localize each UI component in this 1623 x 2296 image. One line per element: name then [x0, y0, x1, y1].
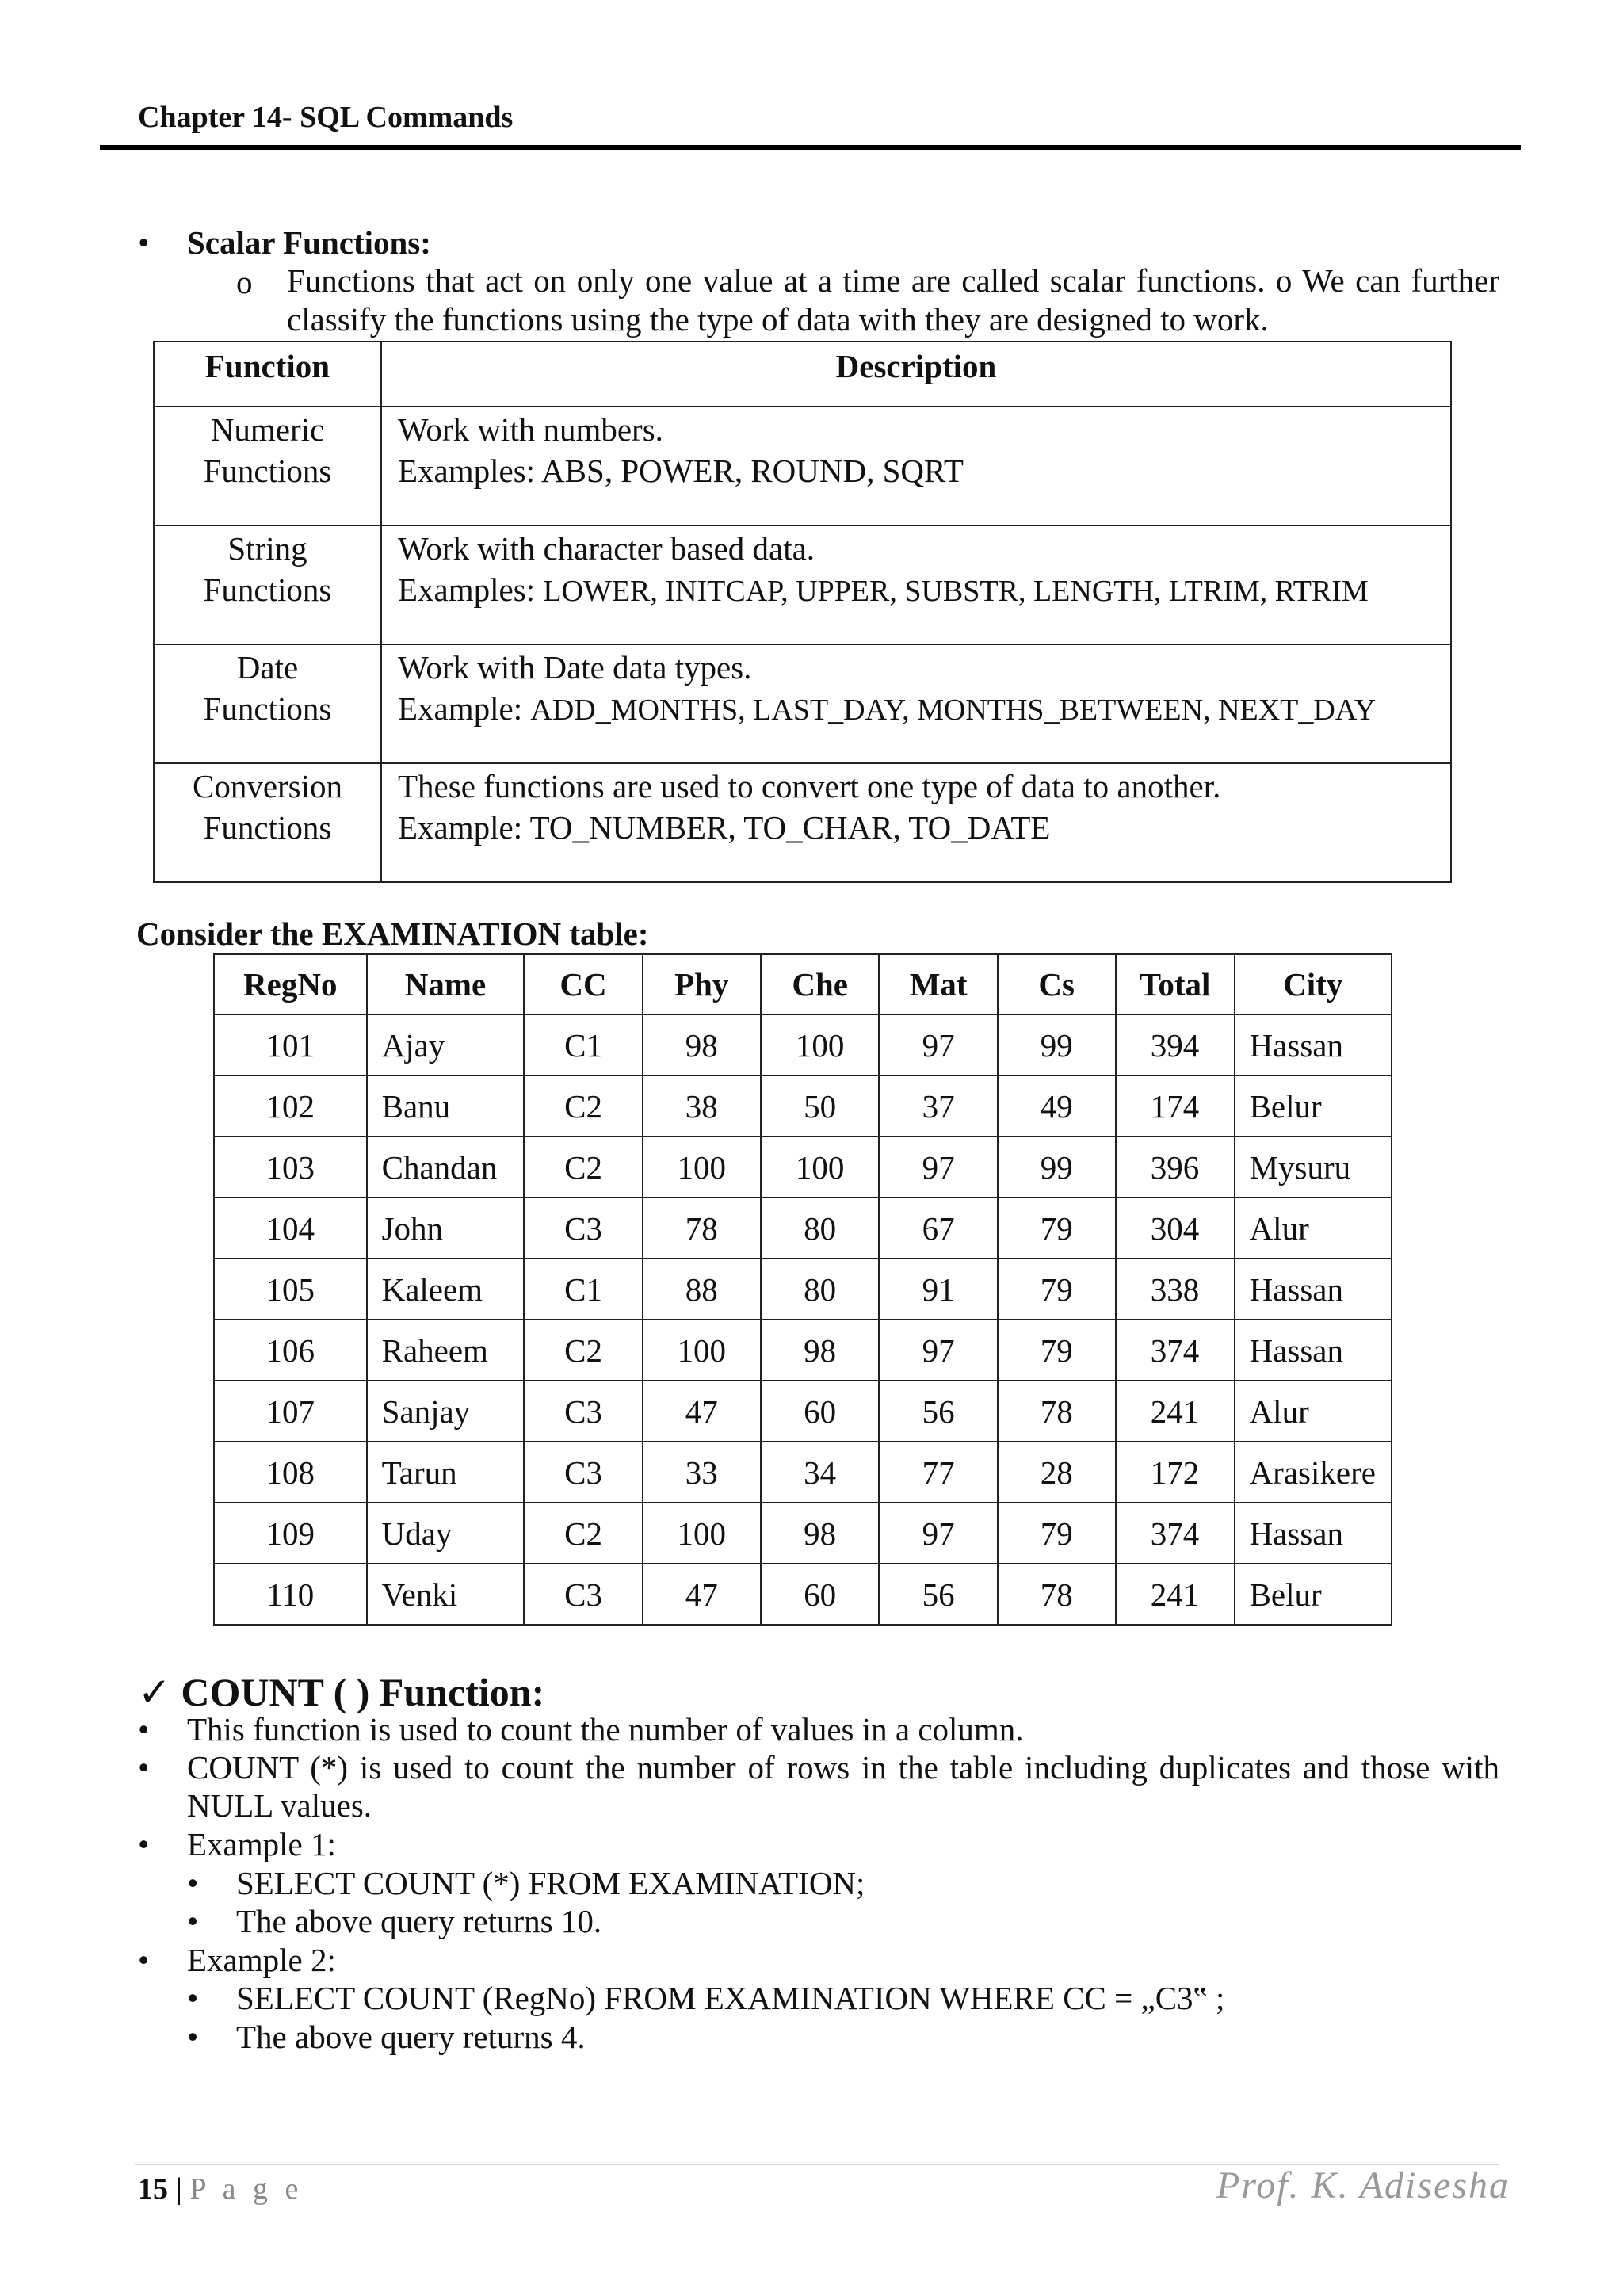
table-cell: 98	[761, 1320, 879, 1381]
table-cell: Uday	[367, 1503, 525, 1564]
example-1-result: The above query returns 10.	[236, 1903, 602, 1939]
bullet: •	[138, 224, 150, 261]
table-cell: 49	[998, 1075, 1116, 1137]
table-row	[154, 763, 1451, 882]
table-cell: Belur	[1235, 1075, 1392, 1137]
table-cell: 97	[879, 1320, 998, 1381]
table-cell: 79	[998, 1198, 1116, 1259]
table-cell: C3	[524, 1564, 642, 1625]
table-row	[214, 1442, 1392, 1503]
table-cell: 100	[643, 1320, 761, 1381]
table-cell: 47	[643, 1381, 761, 1442]
table-cell: Mysuru	[1235, 1137, 1392, 1198]
table-cell: 100	[643, 1503, 761, 1564]
table-cell: C1	[524, 1014, 642, 1075]
table-cell: 108	[214, 1442, 367, 1503]
table-cell: 374	[1116, 1320, 1235, 1381]
table-cell: Hassan	[1235, 1320, 1392, 1381]
table-header: RegNo	[214, 954, 367, 1014]
table-cell: 78	[998, 1381, 1116, 1442]
table-header: Description	[381, 342, 1451, 407]
table-cell: C2	[524, 1137, 642, 1198]
table-cell: Alur	[1235, 1381, 1392, 1442]
table-header: Total	[1116, 954, 1235, 1014]
table-cell: 100	[761, 1137, 879, 1198]
table-header: Phy	[643, 954, 761, 1014]
table-cell: 80	[761, 1198, 879, 1259]
table-row	[214, 1503, 1392, 1564]
table-header: Function	[154, 342, 381, 407]
table-cell: 97	[879, 1014, 998, 1075]
table-cell: Venki	[367, 1564, 525, 1625]
table-cell: 304	[1116, 1198, 1235, 1259]
table-cell: 101	[214, 1014, 367, 1075]
table-cell: 78	[643, 1198, 761, 1259]
table-cell: 100	[643, 1137, 761, 1198]
table-cell: Banu	[367, 1075, 525, 1137]
count-paragraph-1: This function is used to count the number of values in a column.	[187, 1711, 1024, 1748]
table-cell: 78	[998, 1564, 1116, 1625]
table-cell: 37	[879, 1075, 998, 1137]
section-title-count: ✓ COUNT ( ) Function:	[138, 1669, 545, 1715]
table-cell: 394	[1116, 1014, 1235, 1075]
table-cell: 33	[643, 1442, 761, 1503]
section-title-scalar: Scalar Functions:	[187, 224, 431, 261]
table-row	[154, 644, 1451, 763]
function-description: Work with numbers. Examples: ABS, POWER, ROUND, SQRT	[381, 407, 1451, 525]
table-cell: 174	[1116, 1075, 1235, 1137]
page-number: 15 | P a g e	[138, 2172, 304, 2206]
example-1-label: Example 1:	[187, 1826, 336, 1862]
table-cell: 107	[214, 1381, 367, 1442]
table-cell: 104	[214, 1198, 367, 1259]
table-header: Name	[367, 954, 525, 1014]
table-cell: 241	[1116, 1381, 1235, 1442]
table-cell: 97	[879, 1503, 998, 1564]
table-cell: 56	[879, 1564, 998, 1625]
table-cell: 98	[643, 1014, 761, 1075]
table-cell: Kaleem	[367, 1259, 525, 1320]
example-2-label: Example 2:	[187, 1942, 336, 1978]
bullet: •	[138, 1942, 150, 1978]
sub-bullet: o	[236, 264, 253, 300]
table-header: City	[1235, 954, 1392, 1014]
table-row	[214, 1075, 1392, 1137]
table-row	[214, 1137, 1392, 1198]
header-divider	[100, 145, 1521, 150]
table-cell: Tarun	[367, 1442, 525, 1503]
bullet: •	[187, 1980, 199, 2016]
table-cell: 396	[1116, 1137, 1235, 1198]
author-name: Prof. K. Adisesha	[1216, 2164, 1510, 2206]
table-cell: Hassan	[1235, 1259, 1392, 1320]
table-cell: 79	[998, 1503, 1116, 1564]
page-header-title: Chapter 14- SQL Commands	[138, 101, 514, 134]
table-cell: Raheem	[367, 1320, 525, 1381]
table-cell: John	[367, 1198, 525, 1259]
example-1-query: SELECT COUNT (*) FROM EXAMINATION;	[236, 1865, 865, 1901]
table-header: Che	[761, 954, 879, 1014]
table-row	[154, 525, 1451, 644]
table-header-row	[154, 342, 1451, 407]
table-cell: 98	[761, 1503, 879, 1564]
table-row	[214, 1564, 1392, 1625]
table-cell: C3	[524, 1198, 642, 1259]
table-cell: C2	[524, 1075, 642, 1137]
function-name: Date Functions	[154, 644, 381, 763]
table-cell: Hassan	[1235, 1503, 1392, 1564]
table-header: CC	[524, 954, 642, 1014]
table-cell: 79	[998, 1320, 1116, 1381]
table-cell: 38	[643, 1075, 761, 1137]
function-description: Work with Date data types. Example: ADD_MONTHS, LAST_DAY, MONTHS_BETWEEN, NEXT_DAY	[381, 644, 1451, 763]
table-cell: 106	[214, 1320, 367, 1381]
table-cell: 67	[879, 1198, 998, 1259]
table-row	[214, 1014, 1392, 1075]
bullet: •	[138, 1826, 150, 1862]
table-cell: 103	[214, 1137, 367, 1198]
table-cell: 97	[879, 1137, 998, 1198]
function-description: These functions are used to convert one type of data to another. Example: TO_NUMBER, TO_CHAR, TO_DATE	[381, 763, 1451, 882]
scalar-description: Functions that act on only one value at a time are called scalar functions. o We can further classify the functions using the type of data with they are designed to work.	[287, 262, 1499, 338]
table-cell: Sanjay	[367, 1381, 525, 1442]
table-cell: 102	[214, 1075, 367, 1137]
table-cell: Alur	[1235, 1198, 1392, 1259]
example-2-result: The above query returns 4.	[236, 2019, 586, 2055]
checkmark-icon: ✓	[138, 1669, 171, 1715]
function-description: Work with character based data. Examples: LOWER, INITCAP, UPPER, SUBSTR, LENGTH, LTRIM, RTRIM	[381, 525, 1451, 644]
table-cell: 56	[879, 1381, 998, 1442]
function-table	[153, 341, 1452, 883]
table-cell: 34	[761, 1442, 879, 1503]
examination-caption: Consider the EXAMINATION table:	[136, 915, 649, 952]
count-paragraph-2: COUNT (*) is used to count the number of rows in the table including duplicates and those with NULL values.	[187, 1749, 1499, 1824]
table-cell: 338	[1116, 1259, 1235, 1320]
table-cell: C1	[524, 1259, 642, 1320]
table-row	[214, 1320, 1392, 1381]
table-cell: Ajay	[367, 1014, 525, 1075]
example-2-query: SELECT COUNT (RegNo) FROM EXAMINATION WHERE CC = „C3‟ ;	[236, 1980, 1225, 2016]
table-cell: 374	[1116, 1503, 1235, 1564]
table-cell: 47	[643, 1564, 761, 1625]
function-name: Numeric Functions	[154, 407, 381, 525]
table-cell: 60	[761, 1564, 879, 1625]
table-cell: 91	[879, 1259, 998, 1320]
table-cell: 109	[214, 1503, 367, 1564]
table-cell: 77	[879, 1442, 998, 1503]
table-cell: 50	[761, 1075, 879, 1137]
table-cell: 172	[1116, 1442, 1235, 1503]
table-cell: 88	[643, 1259, 761, 1320]
function-name: Conversion Functions	[154, 763, 381, 882]
table-row	[214, 1259, 1392, 1320]
table-cell: 110	[214, 1564, 367, 1625]
table-cell: C2	[524, 1503, 642, 1564]
table-cell: Belur	[1235, 1564, 1392, 1625]
table-header: Mat	[879, 954, 998, 1014]
table-cell: 99	[998, 1014, 1116, 1075]
table-cell: 99	[998, 1137, 1116, 1198]
table-cell: Hassan	[1235, 1014, 1392, 1075]
table-header-row	[214, 954, 1392, 1014]
function-name: String Functions	[154, 525, 381, 644]
table-cell: Chandan	[367, 1137, 525, 1198]
table-cell: C2	[524, 1320, 642, 1381]
table-row	[214, 1198, 1392, 1259]
table-cell: 105	[214, 1259, 367, 1320]
table-row	[214, 1381, 1392, 1442]
table-cell: C3	[524, 1381, 642, 1442]
table-cell: 28	[998, 1442, 1116, 1503]
table-cell: 79	[998, 1259, 1116, 1320]
table-cell: 60	[761, 1381, 879, 1442]
table-cell: 80	[761, 1259, 879, 1320]
table-cell: 100	[761, 1014, 879, 1075]
bullet: •	[187, 1865, 199, 1901]
table-cell: C3	[524, 1442, 642, 1503]
bullet: •	[187, 1903, 199, 1939]
table-cell: 241	[1116, 1564, 1235, 1625]
bullet: •	[187, 2019, 199, 2055]
examination-table	[213, 953, 1392, 1626]
bullet: •	[138, 1711, 150, 1748]
table-cell: Arasikere	[1235, 1442, 1392, 1503]
table-header: Cs	[998, 954, 1116, 1014]
bullet: •	[138, 1749, 150, 1786]
table-row	[154, 407, 1451, 525]
